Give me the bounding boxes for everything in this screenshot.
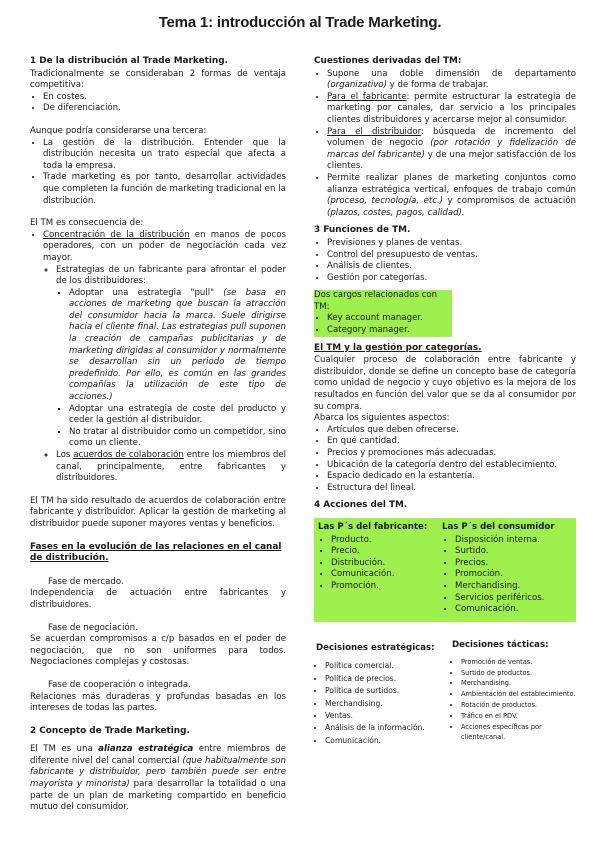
list-item: • Artículos que deben ofrecerse. (327, 425, 576, 437)
list-item: • En qué cantidad. (327, 436, 576, 448)
list-item: • Surtido. (455, 546, 574, 558)
manufacturer-ps-heading: Las P´s del fabricante: (318, 522, 428, 532)
manufacturer-ps (318, 522, 440, 593)
list-item: • Comunicación. (455, 604, 574, 616)
phase-2-text: Se acuerdan compromisos a c/p basados en el poder de negociación, que no son uniformes para todos. Negociaciones complejas y costosas. (30, 634, 286, 668)
list-item: • Distribución. (331, 558, 440, 570)
manufacturer-ps-list (318, 535, 440, 593)
list-item: • Política comercial. (325, 660, 446, 672)
list-item: • Promoción. (455, 569, 574, 581)
list-item: • Control del presupuesto de ventas. (327, 250, 576, 262)
right-column (314, 56, 576, 513)
list-item: • De diferenciación. (43, 103, 286, 115)
consumer-ps-list (442, 535, 574, 616)
list-item: • Política de surtidos. (325, 685, 446, 697)
gc-aspects: Abarca los siguientes aspectos: (314, 413, 450, 424)
list-item: • Previsiones y planes de ventas. (327, 238, 576, 250)
list-item: • Trade marketing es por tanto, desarrollar actividades que completen la función de marketing tradicional en la distribución. (43, 172, 286, 207)
tactical-heading: Decisiones tácticas: (452, 640, 549, 650)
list-item: • Promoción de ventas. (461, 657, 582, 668)
list-item: • Ambientación del establecimiento. (461, 689, 582, 700)
phase-2-title: Fase de negociación. (48, 622, 138, 633)
left-column (30, 56, 286, 814)
list-item: • Surtido de productos. (461, 668, 582, 679)
list-item: • Para el fabricante: permite estructurar la estrategia de marketing por canales, dar servicio a los principales clientes distribuidores y acercarse mejor al consumidor. (327, 92, 576, 127)
tm-consequence: El TM es consecuencia de: (30, 218, 144, 229)
list-item: • Rotación de productos. (461, 700, 582, 711)
list-item: • Análisis de clientes. (327, 261, 576, 273)
s1-third: Aunque podría considerarse una tercera: (30, 125, 207, 136)
list-item: • Precios y promociones más adecuadas. (327, 448, 576, 460)
list-item: • Ubicación de la categoría dentro del establecimiento. (327, 460, 576, 472)
consequence-list (30, 230, 286, 485)
strategies-list (43, 265, 286, 485)
consumer-ps-heading: Las P´s del consumidor (442, 522, 555, 532)
section-1-heading: 1 De la distribución al Trade Marketing. (30, 56, 228, 66)
list-item: • En costes. (43, 92, 286, 104)
strategy-sublist (56, 288, 286, 450)
list-item: • Comunicación. (331, 569, 440, 581)
list-item: • Precios. (455, 558, 574, 570)
functions-list (314, 238, 576, 284)
cargos-list (314, 313, 452, 336)
list-item: • Category manager. (327, 325, 452, 337)
tm-result: El TM ha sido resultado de acuerdos de colaboración entre fabricante y distribuidor. Aplicar la gestión de marketing al distribuidor puede suponer mayores ventas y beneficios. (30, 495, 286, 529)
list-item: • Merchandising. (325, 698, 446, 710)
list-item: • Permite realizar planes de marketing conjuntos como alianza estratégica vertical, enfoques de trabajo común (proceso, tecnología, etc.) y compromisos de actuación (plazos, costes, pagos, calidad). (327, 173, 576, 219)
cargos-heading: Dos cargos relacionados con TM: (314, 290, 438, 312)
list-item: • Comunicación. (325, 735, 446, 747)
list-item: • Ventas. (325, 710, 446, 722)
list-item: • Merchandising. (461, 678, 582, 689)
page-title: Tema 1: introducción al Trade Marketing. (158, 14, 442, 31)
list-item: • Disposición interna. (455, 535, 574, 547)
list-item: ▪ Adoptar una estrategia "pull" (se basa en acciones de marketing que buscan la atracción del consumidor hacia la marca. Suele dirigirse hacia el cliente final. Las estrategias pull suponen la creación de campañas publicitarias y de marketing dirigidas al consumidor y normalmente se desarrollan sin un periodo de tiempo predefinido. Por ello, es común en las grandes compañías la utilización de este tipo de acciones.) (69, 288, 286, 404)
list-item: ◦ Estrategias de un fabricante para afrontar el poder de los distribuidores: ▪ Adoptar una estrategia "pull" (se basa en acciones de marketing que buscan la atracción del consumidor hacia la marca. Suele dirigirse hacia el cliente final. Las estrategias pull suponen la creación de campañas publicitarias y de marketing dirigidas al consumidor y normalmente se desarrollan sin un periodo de tiempo predefinido. Por ello, es común en las grandes compañías la utilización de este tipo de acciones.) ▪ Adoptar una estrategia de coste del producto y ceder la gestión al distribuidor. ▪ No tratar al distribuidor como un competidor, sino como un cliente. (56, 265, 286, 451)
aspects-list (314, 425, 576, 495)
section-3-heading: 3 Funciones de TM. (314, 225, 411, 236)
list-item: ▪ No tratar al distribuidor como un competidor, sino como un cliente. (69, 427, 286, 450)
category-management-heading: El TM y la gestión por categorías. (314, 342, 482, 353)
list-item: • La gestión de la distribución. Entender que la distribución necesita un trato especial que afecta a toda la empresa. (43, 138, 286, 173)
strategic-list (316, 660, 446, 747)
phase-3-text: Relaciones más duraderas y profundas basadas en los intereses de todas las partes. (30, 691, 286, 714)
list-item: • Supone una doble dimensión de departamento (organizativo) y de forma de trabajar. (327, 69, 576, 92)
s1-intro: Tradicionalmente se consideraban 2 formas de ventaja competitiva: (30, 68, 286, 91)
consumer-ps (442, 522, 574, 616)
list-item: • Key account manager. (327, 313, 452, 325)
list-item: • Servicios periféricos. (455, 593, 574, 605)
tactical-decisions (452, 640, 582, 743)
tactical-list (452, 657, 582, 743)
phase-3-title: Fase de cooperación o integrada. (48, 679, 191, 690)
third-list (30, 138, 286, 208)
list-item: • Acciones específicas por cliente/canal. (461, 722, 582, 744)
phases-heading: Fases en la evolución de las relaciones en el canal de distribución. (30, 541, 282, 564)
section-2-heading: 2 Concepto de Trade Marketing. (30, 725, 190, 736)
list-item: • Estructura del lineal. (327, 483, 576, 495)
phase-1-text: Independencia de actuación entre fabricantes y distribuidores. (30, 588, 286, 610)
list-item: • Análisis de la información. (325, 722, 446, 734)
list-item: • Merchandising. (455, 581, 574, 593)
list-item: • Precio. (331, 546, 440, 558)
questions-heading: Cuestiones derivadas del TM: (314, 56, 462, 66)
list-item: • Producto. (331, 535, 440, 547)
list-item: • Para el distribuidor: búsqueda de incremento del volumen de negocio (por rotación y fidelización de marcas del fabricante) y de una mejor satisfacción de los clientes. (327, 127, 576, 173)
list-item: • Promoción. (331, 581, 440, 593)
questions-list (314, 69, 576, 220)
gc-text: Cualquier proceso de colaboración entre fabricante y distribuidor, donde se define un concepto base de categoría como unidad de negocio y cuyo objetivo es la mejora de los resultados en función del valor que se da al consumidor por su compra. (314, 355, 576, 412)
list-item: • Espacio dedicado en la estantería. (327, 471, 576, 483)
list-item: • Política de precios. (325, 673, 446, 685)
strategic-heading: Decisiones estratégicas: (316, 643, 435, 653)
ps-box (314, 518, 576, 622)
advantages-list (30, 92, 286, 115)
strategic-decisions (316, 642, 446, 747)
list-item: • Tráfico en el PDV. (461, 711, 582, 722)
list-item: • Gestión por categorías. (327, 273, 576, 285)
s2-text: El TM es una alianza estratégica entre miembros de diferente nivel del canal comercial (que habitualmente son fabricante y distribuidor, pero también puede ser entre mayorista y minorista) para desarrollar la totalidad o una parte de un plan de marketing compartido en beneficio mutuo del consumidor. (30, 744, 286, 813)
list-item: • Concentración de la distribución en manos de pocos operadores, con un poder de negociación cada vez mayor. ◦ Estrategias de un fabricante para afrontar el poder de los distribuidores: ▪ Adoptar una estrategia "pull" (se basa en acciones de marketing que buscan la atracción del consumidor hacia la marca. Suele dirigirse hacia el cliente final. Las estrategias pull suponen la creación de campañas publicitarias y de marketing dirigidas al consumidor y normalmente se desarrollan sin un periodo de tiempo predefinido. Por ello, es común en las grandes compañías la utilización de este tipo de acciones.) ▪ Adoptar una estrategia de coste del producto y ceder la gestión al distribuidor. ▪ No tratar al distribuidor como un competidor, sino como un cliente. ◦ Los acuerdos de colaboración entre los miembros del canal, principalmente, entre fabricantes y distribuidores. (43, 230, 286, 485)
list-item: ◦ Los acuerdos de colaboración entre los miembros del canal, principalmente, entre fabricantes y distribuidores. (56, 450, 286, 485)
phase-1-title: Fase de mercado. (48, 576, 124, 587)
list-item: ▪ Adoptar una estrategia de coste del producto y ceder la gestión al distribuidor. (69, 404, 286, 427)
cargos-highlight (314, 290, 452, 336)
section-4-heading: 4 Acciones del TM. (314, 500, 408, 511)
